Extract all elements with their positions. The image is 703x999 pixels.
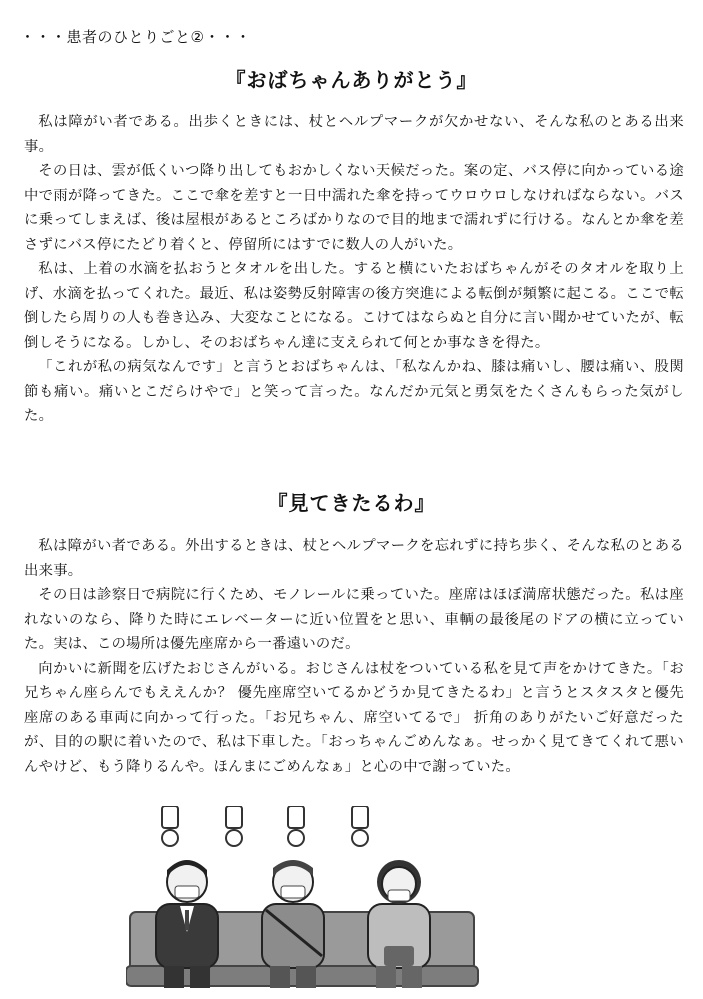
story1-paragraph: 私は、上着の水滴を払おうとタオルを出した。すると横にいたおばちゃんがそのタオルを取り上げ、水滴を払ってくれた。最近、私は姿勢反射障害の後方突進による転倒が頻繁に起こる。ここで転倒したら周りの人も巻き込み、大変なことになる。こけてはならぬと自分に言い聞かせていたが、転倒しそうになる。しかし、そのおばちゃん達に支えられて何とか事なきを得た。 [24, 261, 684, 351]
story1-body [24, 110, 684, 429]
story1-paragraph: 「これが私の病気なんです」と言うとおばちゃんは、「私なんかね、膝は痛いし、腰は痛い、股関節も痛い。痛いとこだらけやで」と笑って言った。なんだか元気と勇気をたくさんもらった気がした。 [24, 359, 684, 424]
seated-man-suit [156, 860, 218, 988]
train-passengers-illustration [126, 806, 566, 996]
story1-title: 『おばちゃんありがとう』 [225, 68, 478, 92]
story1-paragraph: 私は障がい者である。出歩くときには、杖とヘルプマークが欠かせない、そんな私のとある出来事。 [24, 114, 684, 155]
story2-body [24, 534, 684, 779]
seated-woman [368, 860, 430, 988]
series-header: ・・・患者のひとりごと②・・・ [20, 28, 251, 46]
story2-paragraph: その日は診察日で病院に行くため、モノレールに乗っていた。座席はほぼ満席状態だった。私は座れないのなら、降りた時にエレベーターに近い位置をと思い、車輌の最後尾のドアの横に立っていた。実は、この場所は優先座席から一番遠いのだ。 [24, 587, 684, 652]
story1-paragraph: その日は、雲が低くいつ降り出してもおかしくない天候だった。案の定、バス停に向かっている途中で雨が降ってきた。ここで傘を差すと一日中濡れた傘を持ってウロウロしなければならない。バスに乗ってしまえば、後は屋根があるところばかりなので目的地まで濡れずに行ける。なんとか傘を差さずにバス停にたどり着くと、停留所にはすでに数人の人がいた。 [24, 163, 684, 253]
story2-paragraph: 私は障がい者である。外出するときは、杖とヘルプマークを忘れずに持ち歩く、そんな私のとある出来事。 [24, 538, 684, 579]
story2-title: 『見てきたるわ』 [267, 491, 436, 515]
seated-young-man [262, 860, 324, 988]
story2-paragraph: 向かいに新聞を広げたおじさんがいる。おじさんは杖をついている私を見て声をかけてきた。「お兄ちゃん座らんでもええんか？ 優先座席空いてるかどうか見てきたるわ」と言うとスタスタと優先座席のある車両に向かって行った。「お兄ちゃん、席空いてるで」 折角のありがたいご好意だったが、目的の駅に着いたので、私は下車した。「おっちゃんごめんなぁ。せっかく見てきてくれて悪いんやけど、もう降りるんや。ほんまにごめんなぁ」と心の中で謝っていた。 [24, 660, 684, 775]
hand-strap-icon [162, 806, 368, 846]
